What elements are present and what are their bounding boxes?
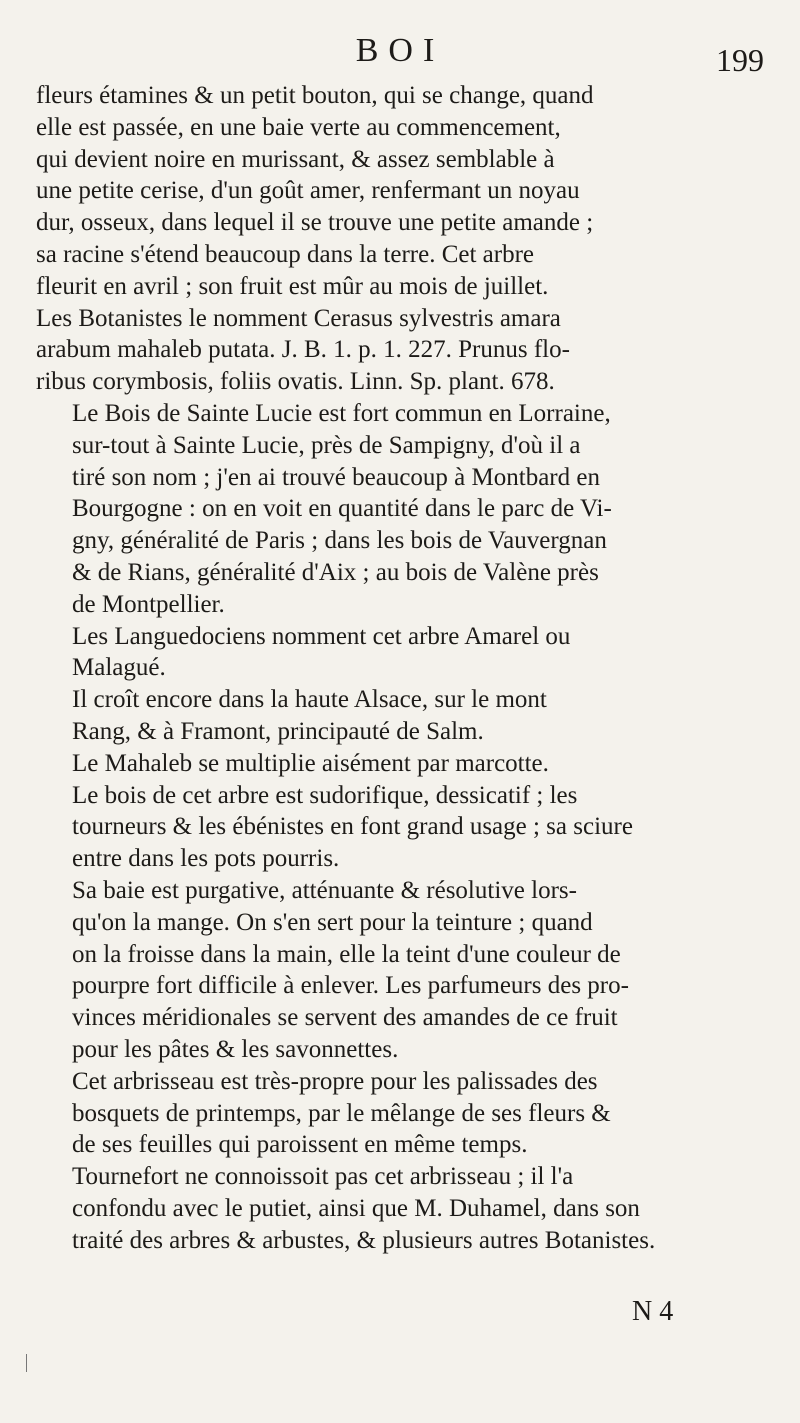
text-line: Le Bois de Sainte Lucie est fort commun en Lorraine, — [72, 399, 611, 427]
text-line: sa racine s'étend beaucoup dans la terre. Cet arbre — [36, 240, 535, 268]
running-title: BOI — [355, 32, 445, 69]
margin-mark — [26, 1354, 27, 1372]
text-line: Les Botanistes le nomment Cerasus sylvestris amara — [36, 304, 561, 332]
text-line: fleurit en avril ; son fruit est mûr au mois de juillet. — [36, 272, 549, 300]
paragraph — [36, 1161, 771, 1256]
paragraph — [36, 80, 771, 398]
signature-mark: N 4 — [632, 1296, 674, 1327]
text-line: Les Languedociens nomment cet arbre Amarel ou — [72, 622, 571, 650]
text-line: fleurs étamines & un petit bouton, qui se change, quand — [36, 82, 594, 109]
paragraph — [36, 1066, 771, 1161]
text-line: pourpre fort difficile à enlever. Les parfumeurs des pro- — [72, 972, 629, 1000]
text-line: Tournefort ne connoissoit pas cet arbrisseau ; il l'a — [72, 1163, 574, 1191]
text-line: Il croît encore dans la haute Alsace, sur le mont — [72, 686, 547, 714]
text-line: tiré son nom ; j'en ai trouvé beaucoup à Montbard en — [72, 463, 600, 491]
text-line: on la froisse dans la main, elle la teint d'une couleur de — [72, 940, 621, 968]
text-line: Le Mahaleb se multiplie aisément par marcotte. — [72, 749, 549, 777]
text-line: pour les pâtes & les savonnettes. — [72, 1035, 399, 1063]
text-line: sur-tout à Sainte Lucie, près de Sampigny, d'où il a — [72, 431, 581, 459]
text-line: qu'on la mange. On s'en sert pour la teinture ; quand — [72, 908, 593, 936]
paragraph — [36, 780, 771, 875]
paragraph — [36, 875, 771, 1066]
paragraph — [36, 398, 771, 621]
text-line: dur, osseux, dans lequel il se trouve une petite amande ; — [36, 209, 594, 237]
paragraph — [36, 748, 771, 780]
text-line: elle est passée, en une baie verte au commencement, — [36, 113, 561, 141]
text-line: tourneurs & les ébénistes en font grand usage ; sa sciure — [72, 813, 633, 841]
text-line: de Montpellier. — [72, 590, 225, 618]
text-line: bosquets de printemps, par le mêlange de ses fleurs & — [72, 1099, 611, 1127]
text-line: traité des arbres & arbustes, & plusieurs autres Botanistes. — [72, 1226, 656, 1254]
text-line: qui devient noire en murissant, & assez semblable à — [36, 145, 555, 173]
text-line: Malagué. — [72, 654, 166, 682]
text-line: confondu avec le putiet, ainsi que M. Duhamel, dans son — [72, 1194, 640, 1222]
running-head — [0, 32, 800, 76]
text-line: & de Rians, généralité d'Aix ; au bois de Valène près — [72, 558, 599, 586]
text-line: Cet arbrisseau est très-propre pour les palissades des — [72, 1067, 598, 1095]
text-line: gny, généralité de Paris ; dans les bois de Vauvergnan — [72, 527, 607, 555]
text-line: arabum mahaleb putata. J. B. 1. p. 1. 227. Prunus flo- — [36, 336, 570, 364]
paragraph — [36, 621, 771, 685]
page-number: 199 — [716, 42, 764, 78]
text-line: vinces méridionales se servent des amandes de ce fruit — [72, 1004, 618, 1032]
body-text — [36, 80, 771, 1256]
paragraph — [36, 684, 771, 748]
text-line: ribus corymbosis, foliis ovatis. Linn. Sp. plant. 678. — [36, 368, 555, 396]
text-line: Bourgogne : on en voit en quantité dans le parc de Vi- — [72, 495, 612, 523]
text-line: Sa baie est purgative, atténuante & résolutive lors- — [72, 876, 577, 904]
text-line: une petite cerise, d'un goût amer, renfermant un noyau — [36, 177, 580, 205]
text-line: de ses feuilles qui paroissent en même temps. — [72, 1131, 528, 1159]
text-line: entre dans les pots pourris. — [72, 845, 340, 873]
text-line: Rang, & à Framont, principauté de Salm. — [72, 717, 484, 745]
text-line: Le bois de cet arbre est sudorifique, dessicatif ; les — [72, 781, 578, 809]
